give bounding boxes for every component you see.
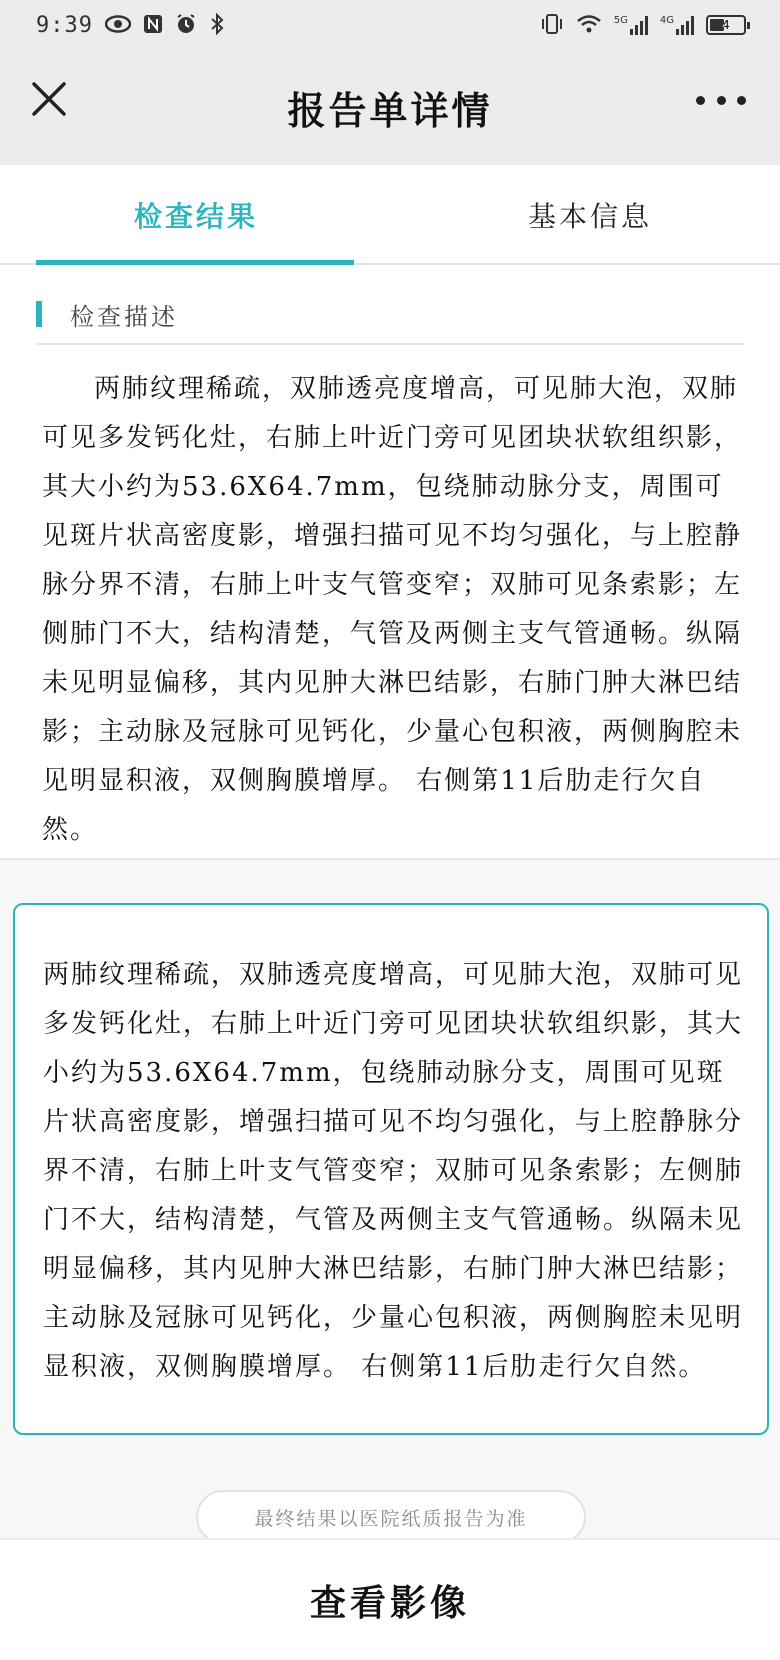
bottom-bar bbox=[0, 1538, 780, 1660]
exam-description-section bbox=[0, 265, 780, 860]
signal-4g-icon bbox=[660, 15, 694, 35]
result-text: 两肺纹理稀疏，双肺透亮度增高，可见肺大泡，双肺可见多发钙化灶，右肺上叶近门旁可见团块状软组织影，其大小约为53.6X64.7mm，包绕肺动脉分支，周围可见斑片状高密度影，增强扫描可见不均匀强化，与上腔静脉分界不清，右肺上叶支气管变窄；双肺可见条索影；左侧肺门不大，结构清楚，气管及两侧主支气管通畅。纵隔未见明显偏移，其内见肿大淋巴结影，右肺门肿大淋巴结影；主动脉及冠脉可见钙化，少量心包积液，两侧胸腔未见明显积液，双侧胸膜增厚。 右侧第11后肋走行欠自然。 bbox=[43, 960, 744, 1382]
more-icon-dot bbox=[717, 96, 726, 105]
signal-5g-icon bbox=[614, 15, 648, 35]
section-title: 检查描述 bbox=[70, 302, 178, 331]
status-left bbox=[36, 13, 225, 38]
battery-icon bbox=[706, 15, 746, 35]
divider bbox=[0, 858, 780, 860]
nfc-icon bbox=[143, 14, 163, 37]
battery-label: 4 bbox=[722, 18, 730, 32]
tab-bar bbox=[0, 165, 780, 265]
close-icon bbox=[29, 79, 69, 119]
bluetooth-icon bbox=[209, 13, 225, 38]
more-icon bbox=[696, 96, 705, 105]
wifi-icon bbox=[576, 14, 602, 37]
eye-icon bbox=[105, 15, 131, 36]
result-box bbox=[13, 903, 769, 1435]
status-bar bbox=[0, 0, 780, 50]
more-button[interactable] bbox=[696, 82, 746, 118]
section-header bbox=[36, 285, 744, 345]
vibrate-icon bbox=[540, 14, 564, 37]
alarm-icon bbox=[175, 13, 197, 38]
exam-description-text: 两肺纹理稀疏，双肺透亮度增高，可见肺大泡，双肺可见多发钙化灶，右肺上叶近门旁可见团块状软组织影，其大小约为53.6X64.7mm，包绕肺动脉分支，周围可见斑片状高密度影，增强扫描可见不均匀强化，与上腔静脉分界不清，右肺上叶支气管变窄；双肺可见条索影；左侧肺门不大，结构清楚，气管及两侧主支气管通畅。纵隔未见明显偏移，其内见肿大淋巴结影，右肺门肿大淋巴结影；主动脉及冠脉可见钙化，少量心包积液，两侧胸腔未见明显积液，双侧胸膜增厚。 右侧第11后肋走行欠自然。 bbox=[42, 374, 743, 845]
signal-5g-label: 5G bbox=[613, 15, 628, 26]
status-time: 9:39 bbox=[36, 12, 93, 38]
more-icon-dot bbox=[737, 96, 746, 105]
signal-4g-label: 4G bbox=[659, 15, 674, 26]
close-button[interactable] bbox=[26, 76, 72, 122]
tab-basic-info[interactable]: 基本信息 bbox=[527, 200, 652, 233]
nav-bar bbox=[0, 50, 780, 165]
disclaimer-badge: 最终结果以医院纸质报告为准 bbox=[196, 1490, 586, 1544]
tab-exam-result[interactable]: 检查结果 bbox=[133, 200, 258, 233]
view-images-button[interactable]: 查看影像 bbox=[309, 1582, 470, 1624]
section-accent-bar bbox=[36, 301, 42, 327]
status-right bbox=[540, 14, 746, 37]
page-title: 报告单详情 bbox=[287, 89, 493, 133]
